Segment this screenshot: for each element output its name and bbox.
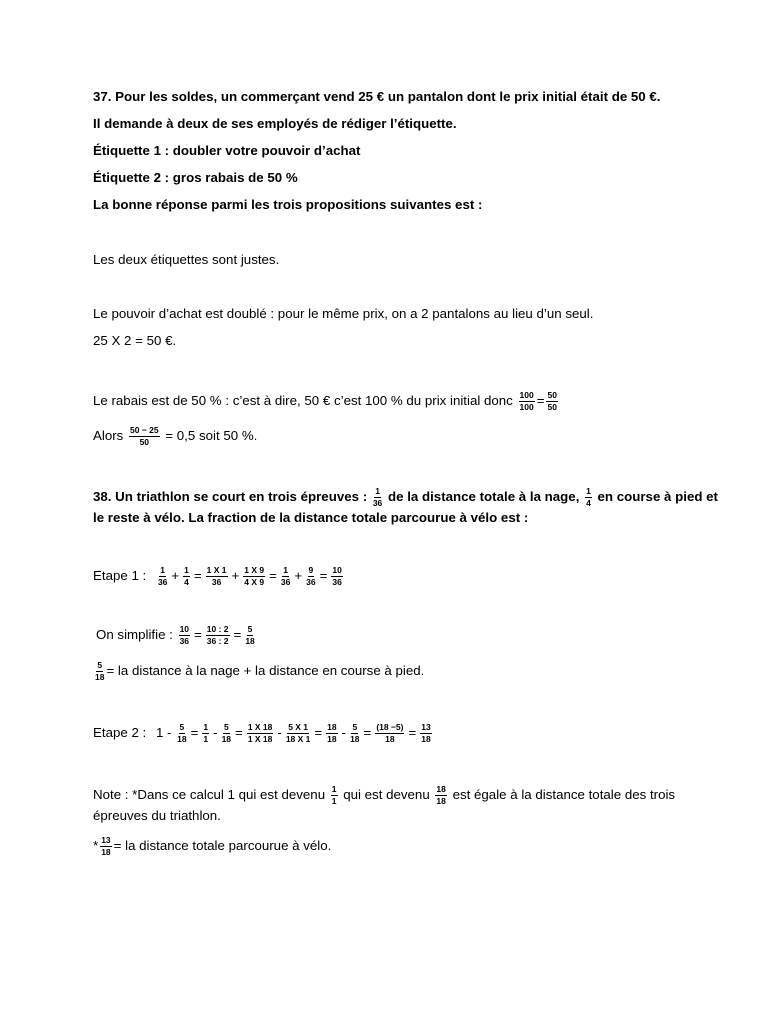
q38-etape1-line <box>93 566 345 587</box>
rabais-fraction-1: $\frac{100}{100}$ <box>519 390 534 412</box>
etape2-start: 1 - <box>155 725 172 741</box>
q38-nage-line <box>93 661 424 682</box>
q37-rabais-line <box>93 391 560 412</box>
alors-fraction: $\frac{50 - 25}{50}$ <box>130 425 159 447</box>
nage-text: = la distance à la nage + la distance en course à pied. <box>106 663 425 679</box>
etape2-operator: = <box>408 725 417 741</box>
q38-title-line2: le reste à vélo. La fraction de la distance totale parcourue à vélo est : <box>93 510 529 525</box>
note-text-c: est égale à la distance totale des trois <box>448 787 676 803</box>
etape2-operator: - <box>213 725 218 741</box>
q38-fraction-course: $\frac{1}{4}$ <box>586 486 591 508</box>
nage-fraction: $\frac{5}{18}$ <box>95 660 105 682</box>
etape1-operator: + <box>171 568 180 584</box>
q38-simplifie-line <box>96 625 257 646</box>
etape2-fraction: $\frac{13}{18}$ <box>421 722 431 744</box>
etape2-operator: = <box>190 725 199 741</box>
etape2-operator: - <box>277 725 282 741</box>
etape2-fraction: $\frac{18}{18}$ <box>327 722 337 744</box>
rabais-equals: = <box>536 393 545 409</box>
velo-fraction: $\frac{13}{18}$ <box>101 835 111 857</box>
etape1-operator: = <box>319 568 328 584</box>
q38-note-line2: épreuves du triathlon. <box>93 808 221 823</box>
etape2-fraction: $\frac{1}{1}$ <box>203 722 209 744</box>
q37-answer: Les deux étiquettes sont justes. <box>93 252 280 267</box>
etape1-fraction: $\frac{1 X 1}{36}$ <box>206 565 227 587</box>
simplifie-operator: = <box>194 627 202 643</box>
etape1-fraction: $\frac{1}{36}$ <box>280 565 291 587</box>
q37-etiquette1: Étiquette 1 : doubler votre pouvoir d’achat <box>93 143 361 158</box>
note-text-b: qui est devenu <box>339 787 434 803</box>
velo-text: = la distance totale parcourue à vélo. <box>113 838 332 854</box>
etape2-operator: = <box>235 725 243 741</box>
etape1-fraction: $\frac{1 X 9}{4 X 9}$ <box>244 565 265 587</box>
etape2-fraction: $\frac{(18 -5)}{18}$ <box>376 722 404 744</box>
etape2-label: Etape 2 : <box>93 725 147 741</box>
q37-line2: Il demande à deux de ses employés de rédiger l’étiquette. <box>93 116 457 131</box>
alors-text: Alors <box>93 428 127 444</box>
simplifie-label: On simplifie : <box>96 627 173 643</box>
etape2-fraction: $\frac{5}{18}$ <box>221 722 232 744</box>
q37-etiquette2: Étiquette 2 : gros rabais de 50 % <box>93 170 298 185</box>
q38-etape2-line <box>93 723 434 744</box>
simplifie-fraction: $\frac{10}{36}$ <box>179 624 190 646</box>
simplifie-operator: = <box>233 627 242 643</box>
note-fraction-1: $\frac{1}{1}$ <box>331 784 337 806</box>
alors-result: = 0,5 soit 50 %. <box>161 428 258 444</box>
etape2-operator: = <box>314 725 323 741</box>
etape1-operator: + <box>231 568 240 584</box>
simplifie-fraction: $\frac{5}{18}$ <box>245 624 255 646</box>
etape1-fraction: $\frac{1}{36}$ <box>157 565 168 587</box>
simplifie-expression <box>177 624 257 646</box>
note-text-a: Note : *Dans ce calcul 1 qui est devenu <box>93 787 329 803</box>
etape2-operator: - <box>341 725 347 741</box>
q38-title-b: de la distance totale à la nage, <box>384 489 584 505</box>
q37-pouvoir: Le pouvoir d’achat est doublé : pour le même prix, on a 2 pantalons au lieu d’un seul. <box>93 306 594 321</box>
etape1-fraction: $\frac{1}{4}$ <box>184 565 189 587</box>
q38-velo-line <box>93 836 331 857</box>
rabais-text: Le rabais est de 50 % : c’est à dire, 50 € c’est 100 % du prix initial donc <box>93 393 517 409</box>
etape1-fraction: $\frac{9}{36}$ <box>306 565 316 587</box>
q38-fraction-nage: $\frac{1}{36}$ <box>372 486 383 508</box>
q37-calc: 25 X 2 = 50 €. <box>93 333 177 348</box>
etape1-expression <box>156 565 345 587</box>
simplifie-fraction: $\frac{10 : 2}{36 : 2}$ <box>206 624 229 646</box>
etape2-operator: = <box>363 725 372 741</box>
q38-title-line1 <box>93 487 718 508</box>
q37-alors-line <box>93 426 257 447</box>
q38-title-c: en course à pied et <box>593 489 718 505</box>
etape1-fraction: $\frac{10}{36}$ <box>332 565 342 587</box>
etape1-operator: + <box>294 568 303 584</box>
etape1-operator: = <box>269 568 277 584</box>
etape2-fraction: $\frac{5 X 1}{18 X 1}$ <box>285 722 311 744</box>
q37-title: 37. Pour les soldes, un commerçant vend 25 € un pantalon dont le prix initial était de 50 €. <box>93 89 661 104</box>
note-fraction-2: $\frac{18}{18}$ <box>436 784 446 806</box>
velo-star: * <box>93 838 99 854</box>
etape2-fraction: $\frac{5}{18}$ <box>350 722 360 744</box>
etape2-fraction: $\frac{1 X 18}{1 X 18}$ <box>247 722 273 744</box>
etape1-label: Etape 1 : <box>93 568 147 584</box>
etape1-operator: = <box>193 568 202 584</box>
rabais-fraction-2: $\frac{50}{50}$ <box>547 390 557 412</box>
q38-note-line1 <box>93 785 675 806</box>
etape2-expression <box>175 722 434 744</box>
q38-title-a: 38. Un triathlon se court en trois épreuves : <box>93 489 371 505</box>
q37-question: La bonne réponse parmi les trois propositions suivantes est : <box>93 197 483 212</box>
etape2-fraction: $\frac{5}{18}$ <box>177 722 187 744</box>
